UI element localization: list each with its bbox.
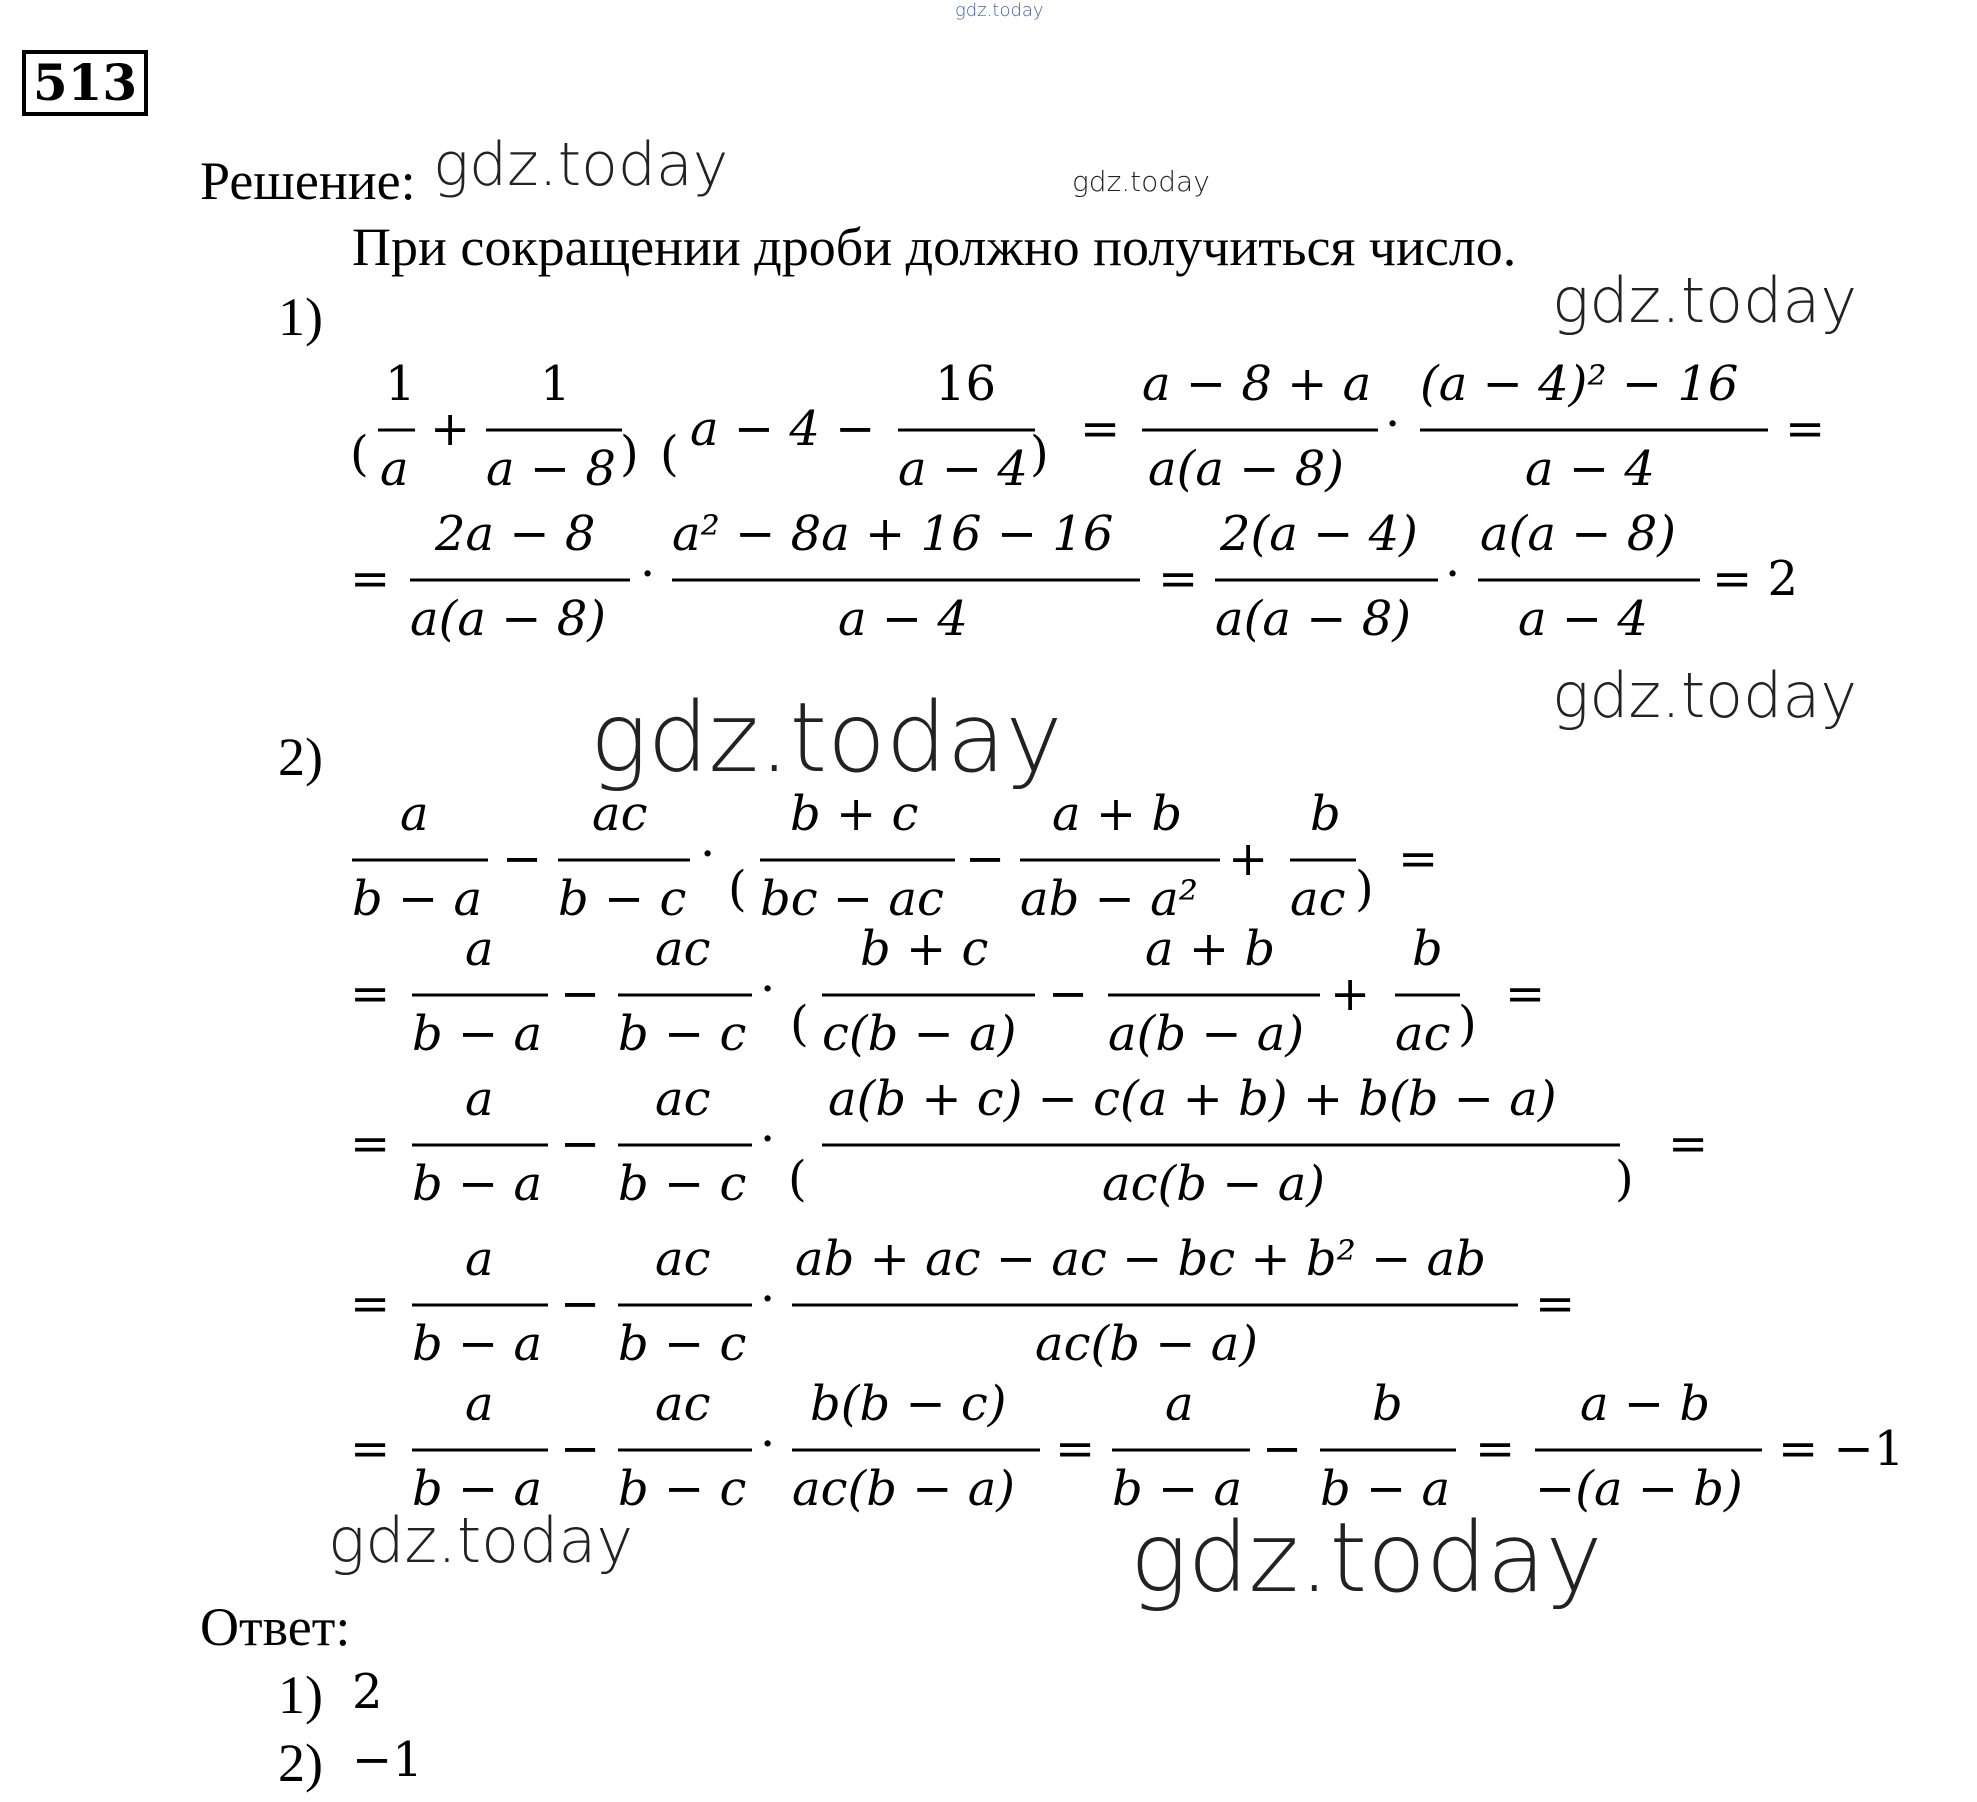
minus-sign: − bbox=[560, 1421, 601, 1477]
fraction-numerator: 2a − 8 bbox=[435, 506, 596, 562]
fraction-numerator: a(b + c) − c(a + b) + b(b − a) bbox=[828, 1071, 1557, 1127]
result: = −1 bbox=[1778, 1421, 1905, 1477]
fraction-numerator: ab + ac − ac − bc + b² − ab bbox=[795, 1231, 1486, 1287]
minus-sign: − bbox=[502, 831, 543, 887]
fraction-numerator: ac bbox=[655, 1376, 711, 1432]
watermark: gdz.today bbox=[1552, 659, 1858, 732]
fraction-numerator: a − 8 + a bbox=[1142, 356, 1372, 412]
fraction-numerator: 1 bbox=[385, 356, 416, 412]
fraction-numerator: ac bbox=[655, 1231, 711, 1287]
fraction-numerator: b bbox=[1310, 786, 1341, 842]
dot-sign: · bbox=[640, 546, 656, 602]
paren-close: ) bbox=[1355, 861, 1374, 917]
fraction-numerator: a − b bbox=[1580, 1376, 1711, 1432]
watermark: gdz.today bbox=[433, 130, 729, 200]
equals-sign: = bbox=[350, 1421, 391, 1477]
minus-sign: − bbox=[560, 1116, 601, 1172]
fraction-numerator: a + b bbox=[1145, 921, 1276, 977]
watermark: gdz.today bbox=[328, 1504, 634, 1577]
equals-sign: = bbox=[1055, 1421, 1096, 1477]
minus-sign: − bbox=[560, 1276, 601, 1332]
minus-sign: − bbox=[1262, 1421, 1303, 1477]
plus-sign: + bbox=[1330, 966, 1371, 1022]
fraction-numerator: 1 bbox=[540, 356, 571, 412]
math-term: a − 4 − bbox=[690, 401, 876, 457]
fraction-numerator: b(b − c) bbox=[810, 1376, 1007, 1432]
fraction-denominator: b − a bbox=[1320, 1461, 1451, 1517]
equals-sign: = bbox=[350, 966, 391, 1022]
watermark: gdz.today bbox=[590, 682, 1063, 794]
equals-sign: = bbox=[350, 1276, 391, 1332]
fraction-denominator: ac(b − a) bbox=[1035, 1316, 1259, 1372]
fraction-denominator: a(a − 8) bbox=[1148, 441, 1344, 497]
fraction-numerator: a bbox=[465, 921, 494, 977]
fraction-denominator: b − a bbox=[412, 1316, 543, 1372]
fraction-denominator: b − c bbox=[618, 1006, 747, 1062]
equals-sign: = bbox=[1398, 831, 1439, 887]
fraction-numerator: ac bbox=[592, 786, 648, 842]
watermark: gdz.today bbox=[1552, 264, 1858, 337]
fraction-denominator: ac(b − a) bbox=[1102, 1156, 1326, 1212]
fraction-denominator: a − 4 bbox=[1525, 441, 1655, 497]
fraction-numerator: ac bbox=[655, 921, 711, 977]
fraction-numerator: a bbox=[465, 1231, 494, 1287]
fraction-denominator: a − 4 bbox=[898, 441, 1028, 497]
minus-sign: − bbox=[560, 966, 601, 1022]
fraction-denominator: −(a − b) bbox=[1535, 1461, 1743, 1517]
paren-close: ) bbox=[1030, 426, 1049, 482]
task-number-box: 513 bbox=[22, 50, 148, 116]
equals-sign: = bbox=[1080, 401, 1121, 457]
equals-sign: = bbox=[1158, 551, 1199, 607]
equals-sign: = bbox=[1535, 1276, 1576, 1332]
fraction-denominator: ab − a² bbox=[1020, 871, 1198, 927]
fraction-denominator: a bbox=[380, 441, 409, 497]
watermark-top: gdz.today bbox=[955, 0, 1044, 21]
equals-sign: = bbox=[1475, 1421, 1516, 1477]
answer1-label: 1) bbox=[278, 1665, 323, 1725]
fraction-denominator: b − c bbox=[618, 1461, 747, 1517]
part1-label: 1) bbox=[278, 287, 323, 347]
fraction-denominator: a(a − 8) bbox=[1215, 591, 1411, 647]
fraction-denominator: a − 4 bbox=[838, 591, 968, 647]
paren-close: ) bbox=[1458, 996, 1477, 1052]
fraction-denominator: b − c bbox=[618, 1156, 747, 1212]
fraction-numerator: 2(a − 4) bbox=[1220, 506, 1418, 562]
fraction-denominator: b − a bbox=[412, 1461, 543, 1517]
fraction-numerator: a + b bbox=[1052, 786, 1183, 842]
fraction-denominator: b − a bbox=[412, 1006, 543, 1062]
fraction-numerator: b bbox=[1372, 1376, 1403, 1432]
dot-sign: · bbox=[760, 1111, 776, 1167]
fraction-numerator: a bbox=[465, 1071, 494, 1127]
paren-open: ( bbox=[660, 426, 679, 482]
paren-close: ) bbox=[620, 426, 639, 482]
plus-sign: + bbox=[1228, 831, 1269, 887]
fraction-denominator: b − c bbox=[618, 1316, 747, 1372]
fraction-numerator: b + c bbox=[790, 786, 919, 842]
answer-label: Ответ: bbox=[200, 1597, 351, 1657]
fraction-numerator: a bbox=[1165, 1376, 1194, 1432]
plus-sign: + bbox=[430, 401, 471, 457]
dot-sign: · bbox=[700, 826, 716, 882]
equals-sign: = bbox=[1668, 1116, 1709, 1172]
fraction-denominator: ac bbox=[1290, 871, 1346, 927]
intro-text: При сокращении дроби должно получиться число. bbox=[352, 217, 1517, 277]
paren-open: ( bbox=[788, 1151, 807, 1207]
solution-label: Решение: bbox=[200, 151, 416, 211]
fraction-denominator: ac(b − a) bbox=[792, 1461, 1016, 1517]
dot-sign: · bbox=[1445, 546, 1461, 602]
fraction-denominator: a(a − 8) bbox=[410, 591, 606, 647]
fraction-denominator: ac bbox=[1395, 1006, 1451, 1062]
fraction-denominator: b − c bbox=[558, 871, 687, 927]
paren-open: ( bbox=[790, 996, 809, 1052]
equals-sign: = bbox=[350, 551, 391, 607]
answer2-value: −1 bbox=[352, 1732, 423, 1788]
fraction-numerator: a bbox=[465, 1376, 494, 1432]
dot-sign: · bbox=[760, 1416, 776, 1472]
dot-sign: · bbox=[760, 961, 776, 1017]
minus-sign: − bbox=[965, 831, 1006, 887]
fraction-numerator: 16 bbox=[935, 356, 997, 412]
fraction-denominator: a(b − a) bbox=[1108, 1006, 1305, 1062]
part2-label: 2) bbox=[278, 727, 323, 787]
answer1-value: 2 bbox=[352, 1664, 383, 1720]
dot-sign: · bbox=[760, 1271, 776, 1327]
fraction-denominator: a − 8 bbox=[486, 441, 616, 497]
fraction-numerator: a bbox=[400, 786, 429, 842]
fraction-denominator: a − 4 bbox=[1518, 591, 1648, 647]
paren-close: ) bbox=[1615, 1151, 1634, 1207]
fraction-numerator: ac bbox=[655, 1071, 711, 1127]
fraction-numerator: a(a − 8) bbox=[1480, 506, 1676, 562]
dot-sign: · bbox=[1385, 396, 1401, 452]
watermark: gdz.today bbox=[1072, 165, 1210, 198]
fraction-denominator: b − a bbox=[352, 871, 483, 927]
fraction-numerator: a² − 8a + 16 − 16 bbox=[672, 506, 1114, 562]
result: = 2 bbox=[1712, 551, 1799, 607]
watermark: gdz.today bbox=[1130, 1502, 1603, 1614]
paren-open: ( bbox=[350, 426, 369, 482]
fraction-denominator: bc − ac bbox=[760, 871, 944, 927]
fraction-denominator: b − a bbox=[412, 1156, 543, 1212]
equals-sign: = bbox=[350, 1116, 391, 1172]
fraction-numerator: (a − 4)² − 16 bbox=[1420, 356, 1739, 412]
answer2-label: 2) bbox=[278, 1733, 323, 1793]
fraction-numerator: b bbox=[1412, 921, 1443, 977]
equals-sign: = bbox=[1505, 966, 1546, 1022]
fraction-denominator: c(b − a) bbox=[822, 1006, 1017, 1062]
fraction-denominator: b − a bbox=[1112, 1461, 1243, 1517]
fraction-numerator: b + c bbox=[860, 921, 989, 977]
paren-open: ( bbox=[728, 861, 747, 917]
minus-sign: − bbox=[1048, 966, 1089, 1022]
equals-sign: = bbox=[1785, 401, 1826, 457]
